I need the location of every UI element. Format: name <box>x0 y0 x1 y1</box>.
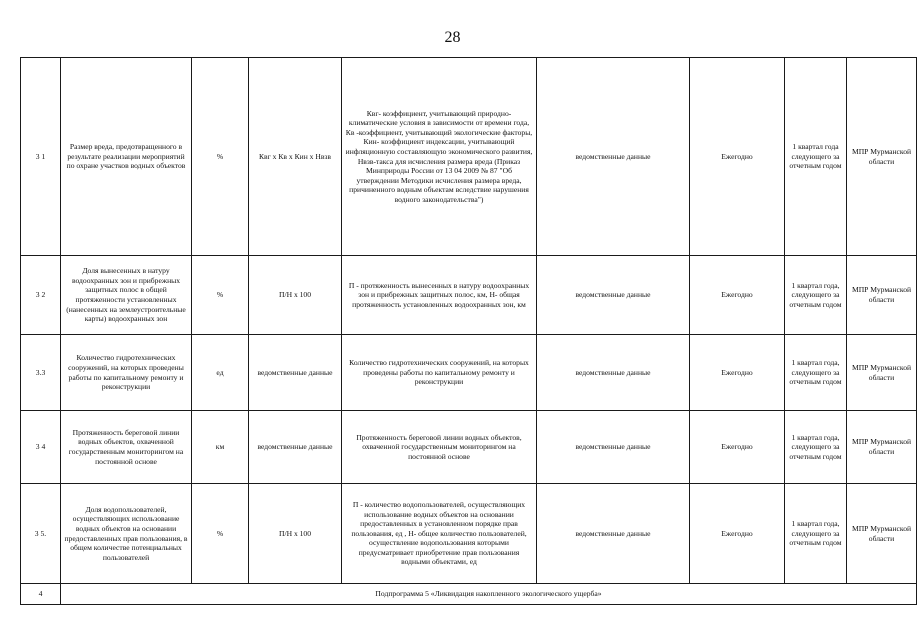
responsible: МПР Мурманской области <box>847 335 917 411</box>
formula: П/Н х 100 <box>249 256 342 335</box>
row-number: 3 1 <box>21 58 61 256</box>
deadline: 1 квартал года следующего за отчетным годом <box>785 58 847 256</box>
indicator-description: П - количество водопользователей, осуществляющих использование водных объектов на основании предоставленных в установленном порядке прав пользования, ед , Н- общее количество пользователей, осуществление водопользования которыми предусматривает приобретение прав пользования водными объектами, ед <box>342 484 537 584</box>
indicator-description: Квг- коэффициент, учитывающий природно-климатические условия в зависимости от времени года, Кв -коэффициент, учитывающий экологические факторы, Кин- коэффициент индексации, учитывающий инфляционную составляющую экономического развития, Нвзв-такса для исчисления размера вреда (Приказ Минприроды России от 13 04 2009 № 87 "Об утверждении Методики исчисления размера вреда, причиненного водным объектам вследствие нарушения водного законодательства") <box>342 58 537 256</box>
subprogram-number: 4 <box>21 584 61 605</box>
data-source: ведомственные данные <box>537 411 690 484</box>
responsible: МПР Мурманской области <box>847 484 917 584</box>
responsible: МПР Мурманской области <box>847 58 917 256</box>
deadline: 1 квартал года, следующего за отчетным годом <box>785 484 847 584</box>
row-number: 3.3 <box>21 335 61 411</box>
indicator-name: Количество гидротехнических сооружений, на которых проведены работы по капитальному ремонту и реконструкции <box>61 335 192 411</box>
indicator-name: Доля водопользователей, осуществляющих использование водных объектов на основании предоставленных прав пользования, в общем количестве потенциальных пользователей <box>61 484 192 584</box>
unit: ед <box>192 335 249 411</box>
row-number: 3 2 <box>21 256 61 335</box>
data-source: ведомственные данные <box>537 484 690 584</box>
data-source: ведомственные данные <box>537 335 690 411</box>
frequency: Ежегодно <box>690 256 785 335</box>
frequency: Ежегодно <box>690 484 785 584</box>
indicators-table <box>20 57 917 605</box>
frequency: Ежегодно <box>690 411 785 484</box>
data-source: ведомственные данные <box>537 58 690 256</box>
indicator-name: Доля вынесенных в натуру водоохранных зон и прибрежных защитных полос в общей протяженности установленных (нанесенных на землеустроительные карты) водоохранных зон <box>61 256 192 335</box>
table-row <box>21 256 917 335</box>
deadline: 1 квартал года, следующего за отчетным годом <box>785 256 847 335</box>
unit: км <box>192 411 249 484</box>
indicator-description: П - протяженность вынесенных в натуру водоохранных зон и прибрежных защитных полос, км, Н- общая протяженность установленных водоохранных зон, км <box>342 256 537 335</box>
row-number: 3 4 <box>21 411 61 484</box>
responsible: МПР Мурманской области <box>847 411 917 484</box>
subprogram-title: Подпрограмма 5 «Ликвидация накопленного экологического ущерба» <box>61 584 917 605</box>
indicator-description: Количество гидротехнических сооружений, на которых проведены работы по капитальному ремонту и реконструкции <box>342 335 537 411</box>
deadline: 1 квартал года, следующего за отчетным годом <box>785 335 847 411</box>
responsible: МПР Мурманской области <box>847 256 917 335</box>
page-number: 28 <box>444 29 461 46</box>
table-row <box>21 335 917 411</box>
formula: ведомственные данные <box>249 411 342 484</box>
table-row <box>21 58 917 256</box>
deadline: 1 квартал года, следующего за отчетным годом <box>785 411 847 484</box>
formula: Квг х Кв х Кин х Нвзв <box>249 58 342 256</box>
unit: % <box>192 58 249 256</box>
indicator-name: Протяженность береговой линии водных объектов, охваченной государственным мониторингом на постоянной основе <box>61 411 192 484</box>
unit: % <box>192 256 249 335</box>
formula: ведомственные данные <box>249 335 342 411</box>
indicator-description: Протяженность береговой линии водных объектов, охваченной государственным мониторингом на постоянной основе <box>342 411 537 484</box>
indicator-name: Размер вреда, предотвращенного в результате реализации мероприятий по охране участков водных объектов <box>61 58 192 256</box>
frequency: Ежегодно <box>690 335 785 411</box>
formula: П/Н х 100 <box>249 484 342 584</box>
unit: % <box>192 484 249 584</box>
subprogram-row <box>21 584 917 605</box>
frequency: Ежегодно <box>690 58 785 256</box>
table-row <box>21 484 917 584</box>
row-number: 3 5. <box>21 484 61 584</box>
table-row <box>21 411 917 484</box>
data-source: ведомственные данные <box>537 256 690 335</box>
